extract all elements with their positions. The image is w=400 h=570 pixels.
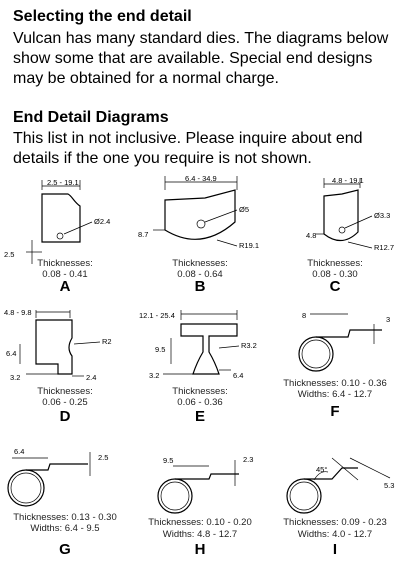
dim-label: R12.7 — [374, 243, 395, 252]
diagram-e — [135, 302, 265, 427]
diagram-i-letter: I — [332, 541, 338, 558]
dim-label: 2.5 - 19.1 — [47, 178, 79, 187]
diagram-e-thicknesses-value: 0.06 - 0.36 — [177, 397, 223, 408]
diagram-d-letter: D — [59, 408, 71, 425]
dim-label: 4.8 - 9.8 — [4, 308, 32, 317]
section-heading-selecting: Selecting the end detail — [13, 8, 192, 25]
dim-label: 3.2 — [149, 371, 160, 380]
diagram-f — [270, 302, 400, 427]
diagram-b-thicknesses-label: Thicknesses: — [172, 258, 228, 269]
dim-label: 4.8 — [306, 231, 317, 240]
dim-label: 6.4 — [6, 349, 17, 358]
dim-label: 9.5 — [155, 345, 166, 354]
diagram-h-thicknesses: Thicknesses: 0.10 - 0.20 — [148, 517, 252, 528]
dim-label: 4.8 - 19.1 — [332, 176, 364, 185]
diagram-a-letter: A — [59, 278, 71, 295]
dim-label: 2.5 — [98, 453, 109, 462]
diagram-g-letter: G — [59, 541, 71, 558]
diagram-g-widths: Widths: 6.4 - 9.5 — [30, 523, 100, 534]
diagram-c-thicknesses-label: Thicknesses: — [307, 258, 363, 269]
diagram-h-widths: Widths: 4.8 - 12.7 — [162, 529, 238, 540]
diagram-i-thicknesses: Thicknesses: 0.09 - 0.23 — [283, 517, 387, 528]
dim-label: Ø3.3 — [374, 211, 391, 220]
dim-label: 2.5 — [4, 250, 15, 259]
dim-label: 3 — [386, 315, 391, 324]
dim-label: R19.1 — [239, 241, 260, 250]
dim-label: 2.4 — [86, 373, 97, 382]
diagram-c — [270, 172, 400, 297]
dim-label: Ø5 — [239, 205, 250, 214]
diagram-d-thicknesses-value: 0.06 - 0.25 — [42, 397, 88, 408]
dim-label: 8.7 — [138, 230, 149, 239]
diagram-g-thicknesses: Thicknesses: 0.13 - 0.30 — [13, 512, 117, 523]
diagram-i-widths: Widths: 4.0 - 12.7 — [297, 529, 373, 540]
diagram-e-thicknesses-label: Thicknesses: — [172, 386, 228, 397]
diagram-i — [270, 440, 400, 568]
diagram-a — [0, 172, 130, 297]
diagram-g — [0, 440, 130, 568]
diagram-b-letter: B — [194, 278, 206, 295]
dim-label: 3.2 — [10, 373, 21, 382]
dim-label: 9.5 — [163, 456, 174, 465]
dim-label: Ø2.4 — [94, 217, 111, 226]
section-body-selecting: Vulcan has many standard dies. The diagrams below show some that are available. Special end designs may be obtained for a normal charge. — [13, 30, 389, 87]
diagram-b — [135, 172, 265, 297]
section-heading-diagrams: End Detail Diagrams — [13, 109, 169, 126]
diagram-f-thicknesses: Thicknesses: 0.10 - 0.36 — [283, 378, 387, 389]
dim-label: R3.2 — [241, 341, 257, 350]
dim-label: R2 — [102, 337, 112, 346]
diagram-a-thicknesses-value: 0.08 - 0.41 — [42, 269, 88, 280]
dim-label: 45° — [316, 465, 328, 474]
dim-label: 6.4 - 34.9 — [185, 174, 217, 183]
dim-label: 8 — [302, 311, 307, 320]
dim-label: 5.3 — [384, 481, 395, 490]
diagram-b-thicknesses-value: 0.08 - 0.64 — [177, 269, 223, 280]
diagram-e-letter: E — [194, 408, 205, 425]
dim-label: 12.1 - 25.4 — [139, 311, 175, 320]
dim-label: 6.4 — [233, 371, 244, 380]
diagram-f-letter: F — [330, 403, 340, 420]
section-body-diagrams: This list in not inclusive. Please inquire about end details if the one you require is not shown. — [13, 130, 363, 167]
diagram-f-widths: Widths: 6.4 - 12.7 — [297, 389, 373, 400]
diagram-h — [135, 440, 265, 568]
dim-label: 6.4 — [14, 447, 25, 456]
diagram-a-thicknesses-label: Thicknesses: — [37, 258, 93, 269]
diagram-d-thicknesses-label: Thicknesses: — [37, 386, 93, 397]
dim-label: 2.3 — [243, 455, 254, 464]
diagram-c-thicknesses-value: 0.08 - 0.30 — [312, 269, 358, 280]
diagram-c-letter: C — [329, 278, 341, 295]
diagram-h-letter: H — [194, 541, 206, 558]
diagram-d — [0, 302, 130, 427]
